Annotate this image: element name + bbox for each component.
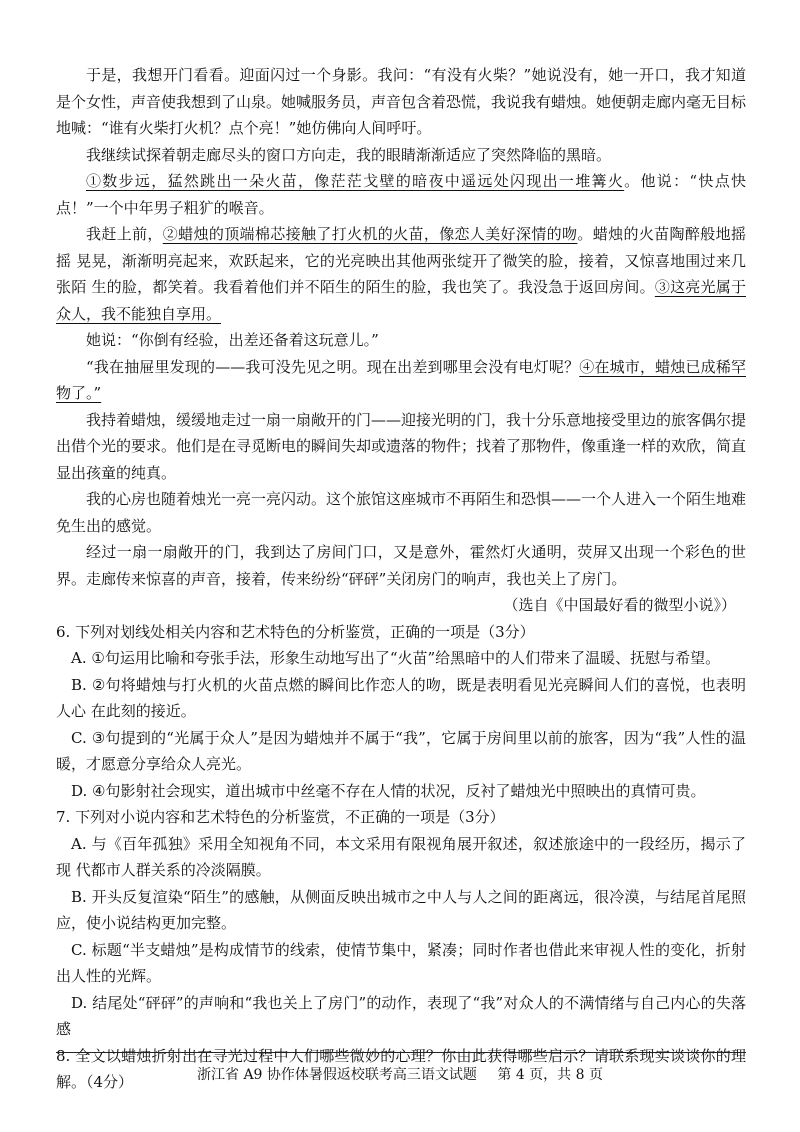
footer-divider xyxy=(56,1052,746,1053)
question-7-option-c: C. 标题“半支蜡烛”是构成情节的线索，使情节集中，紧凑；同时作者也借此来审视人性的变化，折射出人性的光辉。 xyxy=(56,940,746,985)
passage-source: （选自《中国最好看的微型小说》） xyxy=(503,596,736,614)
paragraph-3 xyxy=(56,168,746,221)
question-8: 8. 全文以蜡烛折射出在寻光过程中人们哪些微妙的心理？你由此获得哪些启示？请联系现实谈谈你的理解。（4分） xyxy=(56,1046,746,1091)
question-6-option-a: A. ①句运用比喻和夸张手法，形象生动地写出了“火苗”给黑暗中的人们带来了温暖、抚慰与希望。 xyxy=(71,649,721,667)
underlined-sentence-4: ④在城市，蜡烛已成稀罕物了。” xyxy=(56,357,746,402)
paragraph-2: 我继续试探着朝走廊尽头的窗口方向走，我的眼睛渐渐适应了突然降临的黑暗。 xyxy=(86,145,612,164)
question-7: 7. 下列对小说内容和艺术特色的分析鉴赏，不正确的一项是（3分） xyxy=(56,808,505,826)
paragraph-3-rest: 。他说：“快点快点！”一个中年男子粗犷的喉音。 xyxy=(56,172,746,217)
paragraph-5: 她说：“你倒有经验，出差还备着这玩意儿。” xyxy=(86,331,379,349)
underlined-sentence-1: ①数步远，猛然跳出一朵火苗，像茫茫戈壁的暗夜中遥远处闪现出一堆篝火 xyxy=(86,172,625,190)
question-7-option-d: D. 结尾处“砰砰”的声响和“我也关上了房门”的动作，表现了“我”对众人的不满情绪与自己内心的失落感 xyxy=(56,993,746,1038)
paragraph-7: 我持着蜡烛，缓缓地走过一扇一扇敞开的门——迎接光明的门，我十分乐意地接受里边的旅客偶尔提出借个光的要求。他们是在寻觅断电的瞬间失却或遗落的物件；找着了那物件，像重逢一样的欢欣，简直显出孩童的纯真。 xyxy=(56,410,747,482)
reading-passage xyxy=(56,62,746,1096)
page-footer xyxy=(0,1064,800,1084)
question-6: 6. 下列对划线处相关内容和艺术特色的分析鉴赏，正确的一项是（3分） xyxy=(56,622,535,641)
paragraph-8: 我的心房也随着烛光一亮一亮闪动。这个旅馆这座城市不再陌生和恐惧——一个人进入一个陌生地难 免生出的感觉。 xyxy=(56,490,747,535)
underlined-sentence-2: ②蜡烛的顶端棉芯接触了打火机的火苗，像恋人美好深情的吻 xyxy=(162,225,578,243)
underlined-sentence-3: ③这亮光属于众人，我不能独自享用。 xyxy=(56,278,746,323)
question-6-option-b: B. ②句将蜡烛与打火机的火苗点燃的瞬间比作恋人的吻，既是表明看见光亮瞬间人们的喜悦，也表明人心 在此刻的接近。 xyxy=(56,675,746,720)
paragraph-6-start: “我在抽屉里发现的——我可没先见之明。现在出差到哪里会没有电灯呢？ xyxy=(86,357,580,376)
paragraph-4 xyxy=(56,221,746,327)
question-6-option-c: C. ③句提到的“光属于众人”是因为蜡烛并不属于“我”，它属于房间里以前的旅客，因为“我”人性的温暖，才愿意分享给众人亮光。 xyxy=(56,728,746,773)
paragraph-6 xyxy=(56,354,746,407)
paragraph-4-middle: 。蜡烛的火苗陶醉般地摇摇 晃晃，渐渐明亮起来，欢跃起来，它的光亮映出其他两张绽开了微笑的脸，接着，又惊喜地围过来几张陌 生的脸，都笑着。我看着他们并不陌生的陌生的脸，我也笑了。我没急于返回房间。 xyxy=(56,225,746,296)
paragraph-9: 经过一扇一扇敞开的门，我到达了房间门口，又是意外，霍然灯火通明，荧屏又出现一个彩色的世界。走廊传来惊喜的声音，接着，传来纷纷“砰砰”关闭房门的响声，我也关上了房门。 xyxy=(56,543,746,588)
paragraph-1: 于是，我想开门看看。迎面闪过一个身影。我问：“有没有火柴？”她说没有，她一开口，我才知道是个女性，声音使我想到了山泉。她喊服务员，声音包含着恐慌，我说我有蜡烛。她便朝走廊内毫无目标地喊：“谁有火柴打火机？点个亮！”她仿佛向人间呼吁。 xyxy=(56,66,747,137)
exam-title: 浙江省 A9 协作体暑假返校联考高三语文试题 xyxy=(197,1067,477,1083)
question-7-option-b: B. 开头反复渲染“陌生”的感触，从侧面反映出城市之中人与人之间的距离远，很冷漠，与结尾首尾照应，使小说结构更加完整。 xyxy=(56,887,746,932)
paragraph-4-start: 我赶上前， xyxy=(86,225,163,243)
question-7-option-a: A. 与《百年孤独》采用全知视角不同，本文采用有限视角展开叙述，叙述旅途中的一段经历，揭示了现 代都市人群关系的冷淡隔膜。 xyxy=(56,834,746,879)
page-number: 第 4 页，共 8 页 xyxy=(497,1067,603,1083)
question-6-option-d: D. ④句影射社会现实，道出城市中丝毫不存在人情的状况，反衬了蜡烛光中照映出的真情可贵。 xyxy=(71,781,706,800)
